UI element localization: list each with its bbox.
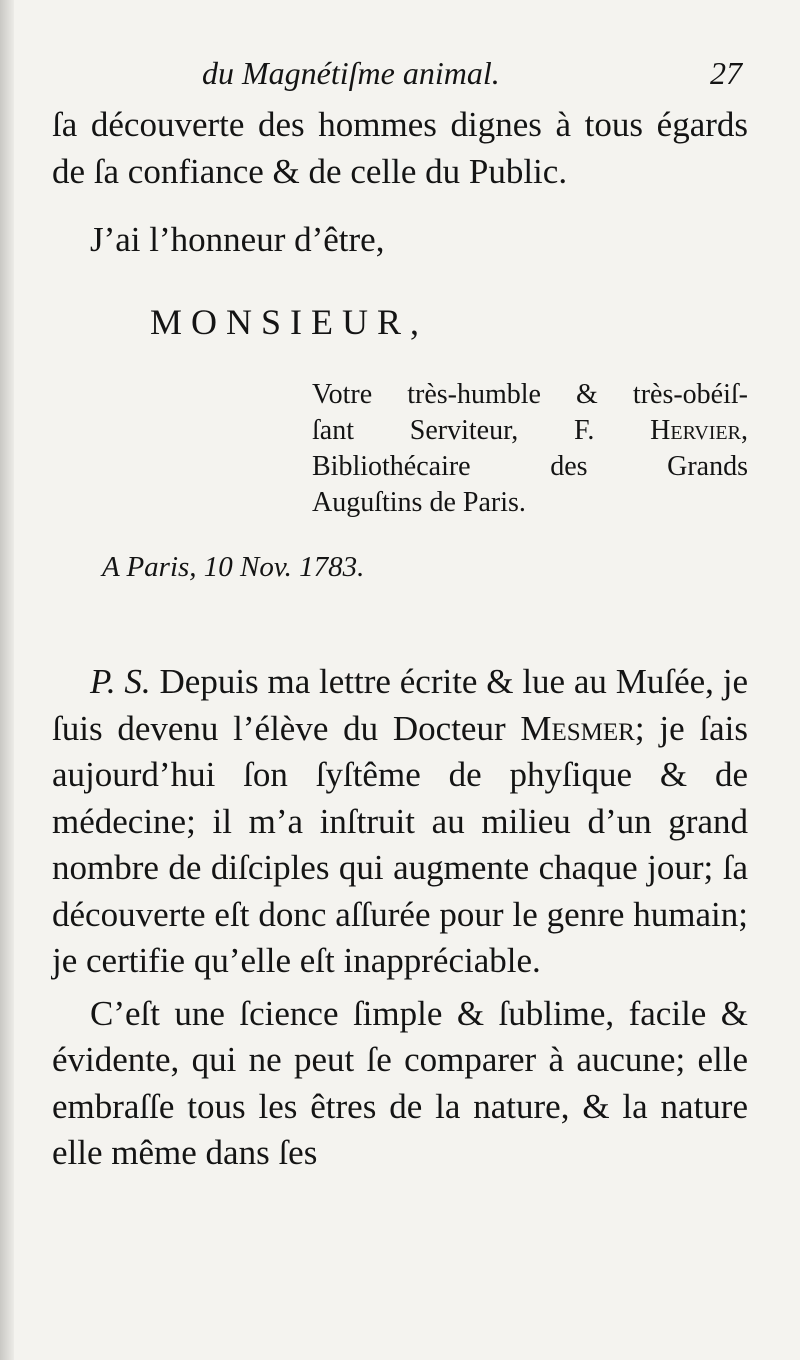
dateline: A Paris, 10 Nov. 1783. xyxy=(102,551,365,583)
postscript-text-end: ; je ſais aujourd’hui ſon ſyſtême de phyſique & de médecine; il m’a inſtruit au milieu d’un grand nombre de diſciples qui augmente chaque jour; ſa découverte eſt donc aſſurée pour le genre humain; je certifie qu’elle eſt inappréciable. xyxy=(52,708,748,980)
signature-line-4: Auguſtins de Paris. xyxy=(312,487,526,518)
running-title: du Magnétiſme animal. xyxy=(202,55,500,91)
address-line: MONSIEUR, xyxy=(150,302,429,342)
signature-block xyxy=(312,377,748,521)
postscript-lead: P. S. xyxy=(90,662,151,701)
author-name: Hervier xyxy=(650,415,741,446)
continuation-paragraph: ſa découverte des hommes dignes à tous égards de ſa confiance & de celle du Public. xyxy=(52,105,748,191)
signature-comma: , xyxy=(741,415,748,446)
postscript-paragraph xyxy=(52,659,748,985)
signature-line-1: Votre très-humble & très-obéiſ- xyxy=(312,379,748,410)
page-number: 27 xyxy=(710,55,742,91)
salutation: J’ai l’honneur d’être, xyxy=(90,220,385,259)
body-paragraph: C’eſt une ſcience ſimple & ſublime, facile & évidente, qui ne peut ſe comparer à aucune; elle embraſſe tous les êtres de la nature, & la nature elle même dans ſes xyxy=(52,993,748,1172)
page-header xyxy=(52,44,748,102)
signature-servant: ſant Serviteur, F. xyxy=(312,415,651,446)
page-gutter-shadow xyxy=(0,0,14,1360)
signature-line-2 xyxy=(312,413,748,449)
signature-line-3: Bibliothécaire des Grands xyxy=(312,451,748,482)
postscript-text-start: Depuis ma lettre écrite & lue au Muſée, je ſuis devenu l’élève du Docteur xyxy=(52,662,748,748)
mesmer-name: Mesmer xyxy=(520,708,635,748)
book-page xyxy=(52,44,748,1177)
